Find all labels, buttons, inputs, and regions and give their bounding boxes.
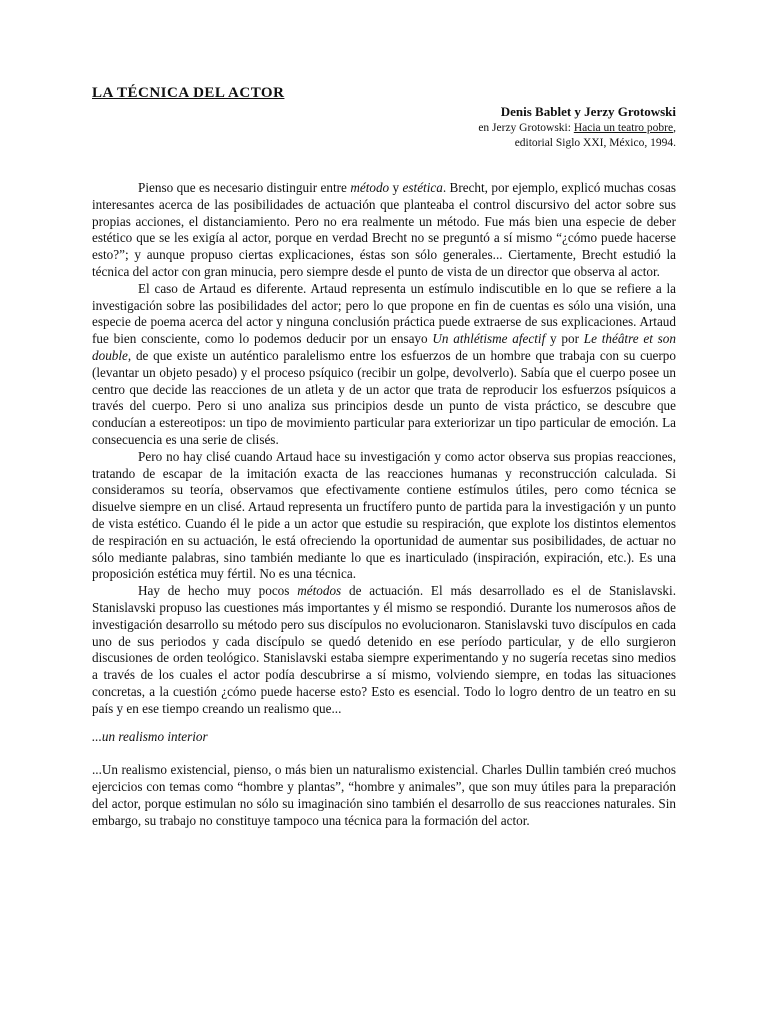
italic-text-segment: métodos	[297, 583, 342, 599]
author-line: Denis Bablet y Jerzy Grotowski	[500, 104, 676, 119]
text-segment: , de que existe un auténtico paralelismo entre los esfuerzos de un hombre que trabaja con su cuerpo (levantar un objeto pesado) y el proceso psíquico (recibir un golpe, devolverlo). Sabía que el cuerpo posee un centro que decide las reacciones de un atleta y de un actor que trata de reproducir los esfuerzos psíquicos a través del cuerpo. Pero si uno analiza sus principios desde un punto de vista práctico, se descubre que conducían a estereotipos: un tipo de movimiento particular para exteriorizar un tipo particular de emoción. La consecuencia es una serie de clisés.	[92, 347, 676, 447]
section-subheading: ...un realismo interior	[92, 728, 208, 744]
italic-text-segment: Un athlétisme afectif	[432, 331, 546, 347]
article-body-continued	[92, 762, 676, 829]
source-prefix: en Jerzy Grotowski:	[478, 122, 574, 134]
text-segment: y por	[545, 331, 584, 347]
italic-text-segment: estética	[402, 180, 443, 195]
paragraph-2	[92, 281, 676, 449]
text-segment: Pero no hay clisé cuando Artaud hace su investigación y como actor observa sus propias reacciones, tratando de escapar de la imitación exacta de las reacciones humanas y reconstrucción calculada. Si consideramos su teoría, observamos que efectivamente contiene estímulos útiles, pero como técnica se disuelve siempre en un clisé. Artaud representa un fructífero punto de partida para la investigación y un punto de vista estético. Cuando él le pide a un actor que estudie su respiración, que explote los distintos elementos de respiración en su actuación, le está ofreciendo la oportunidad de aumentar sus posibilidades, de actuar no sólo mediante palabras, sino también mediante lo que es inarticulado (inspiración, expiración, etc.). Es una proposición estética muy fértil. No es una técnica.	[92, 448, 676, 582]
source-line-1	[92, 121, 676, 136]
article-body	[92, 180, 676, 718]
paragraph-4	[92, 583, 676, 717]
italic-text-segment: método	[350, 180, 390, 195]
source-line-2: editorial Siglo XXI, México, 1994.	[514, 137, 676, 149]
text-segment: de actuación. El más desarrollado es el de Stanislavski. Stanislavski propuso las cuestiones más importantes y él mismo se respondió. Durante los numerosos años de investigación desarrollo su método pero sus discípulos no evolucionaron. Stanislavski tuvo discípulos en cada uno de sus periodos y cada discípulo se quedó detenido en ese período particular, y de ello surgieron discusiones de orden teológico. Stanislavski estaba siempre experimentando y no sugería recetas sino medios a través de los cuales el actor podía descubrirse a sí mismo, volviendo siempre, en todas las situaciones concretas, a la cuestión ¿cómo puede hacerse esto? Esto es esencial. Todo lo logro dentro de un teatro en su país y en ese tiempo creando un realismo que...	[92, 583, 676, 716]
source-suffix: ,	[673, 122, 676, 134]
text-segment: . Brecht, por ejemplo, explicó muchas cosas interesantes acerca de las posibilidades de actuación que planteaba el control discursivo del actor sobre sus propias acciones, el distanciamiento. Pero no era realmente un método. Fue más bien una especie de deber estético que se les exigía al actor, porque en verdad Brecht no se preguntó a sí mismo “¿cómo puede hacerse esto?”; y aunque propuso ciertas explicaciones, éstas son sólo generales... Ciertamente, Brecht estudió la técnica del actor con gran minucia, pero siempre desde el punto de vista de un director que observa al actor.	[92, 180, 677, 279]
italic-text-segment: Le théâtre et son double	[92, 331, 676, 363]
text-segment: y	[389, 180, 403, 195]
document-title: LA TÉCNICA DEL ACTOR	[92, 85, 285, 101]
attribution-block	[92, 103, 676, 151]
paragraph-1	[92, 180, 676, 281]
paragraph-3	[92, 449, 676, 583]
text-segment: Pienso que es necesario distinguir entre	[138, 180, 351, 195]
text-segment: Hay de hecho muy pocos	[138, 583, 298, 599]
book-title: Hacia un teatro pobre	[573, 122, 674, 134]
text-segment: El caso de Artaud es diferente. Artaud representa un estímulo indiscutible en lo que se refiere a la investigación sobre las posibilidades del actor; pero lo que propone en fin de cuentas es sólo una visión, una especie de poema acerca del actor y ninguna conclusión práctica puede extraerse de sus explicaciones. Artaud fue bien consciente, como lo podemos deducir por un ensayo	[92, 280, 676, 347]
paragraph-5: ...Un realismo existencial, pienso, o más bien un naturalismo existencial. Charles Dullin también creó muchos ejercicios con temas como “hombre y plantas”, “hombre y animales”, que son muy útiles para la preparación del actor, porque estimulan no sólo su imaginación sino también el desarrollo de sus reacciones naturales. Sin embargo, su trabajo no constituye tampoco una técnica para la formación del actor.	[92, 762, 676, 828]
